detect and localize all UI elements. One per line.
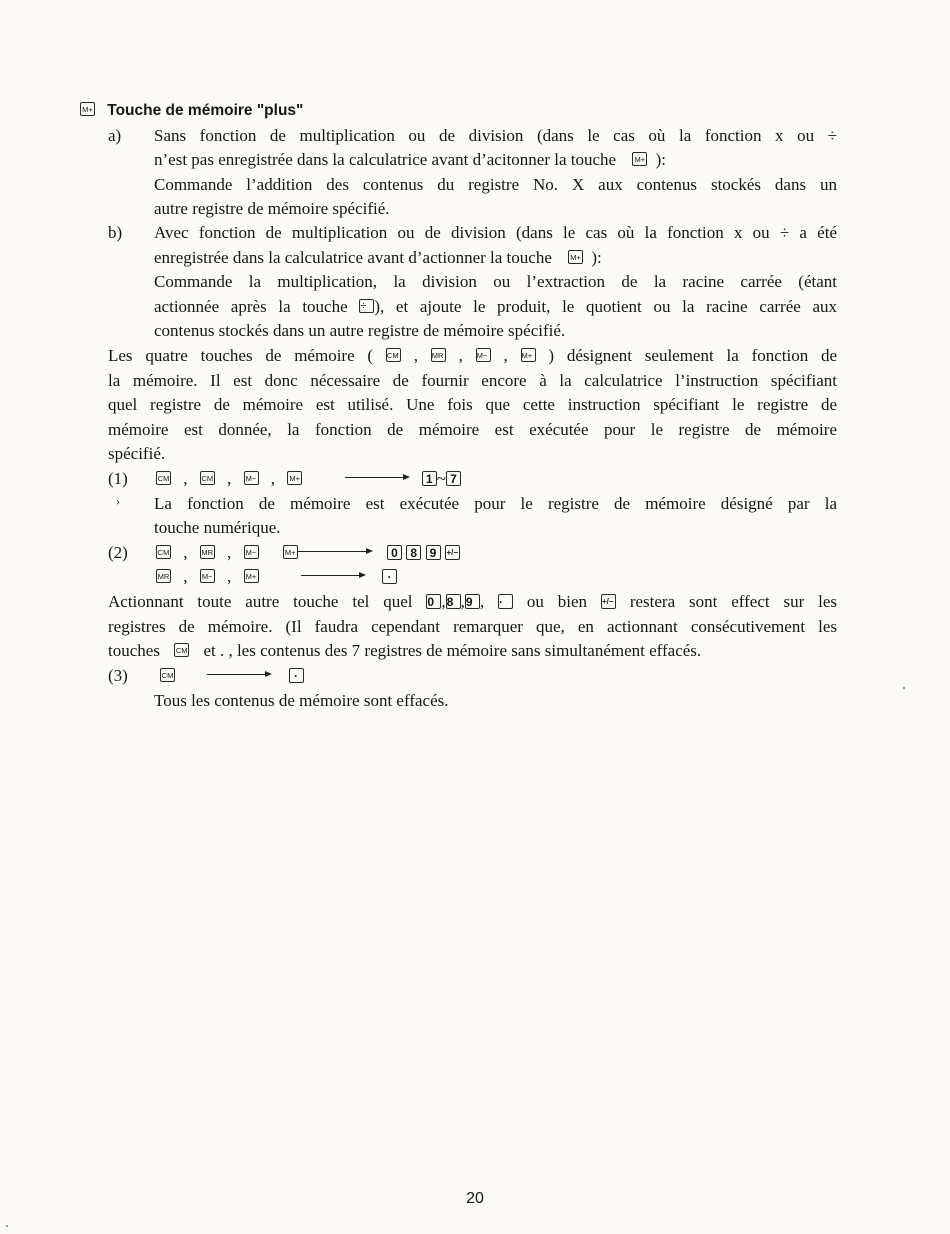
item3-keys <box>160 666 304 686</box>
separator: , <box>227 543 232 562</box>
arrow-right-icon <box>345 473 410 483</box>
para2-line1-rest: restera sont effect sur les <box>629 592 838 611</box>
separator: , <box>183 543 188 562</box>
item-a-line1: Sans fonction de multiplication ou de division (dans le cas où la fonction x ou ÷ <box>154 126 837 145</box>
para2-line1-mid: ou bien <box>526 592 588 611</box>
decimal-point-key-icon: · <box>498 594 513 609</box>
digit-9-key-icon: 9 <box>426 545 441 560</box>
section-heading <box>80 100 303 121</box>
item1-marker: (1) <box>108 469 128 488</box>
digit-7-key-icon: 7 <box>446 471 461 486</box>
digit-8-key-icon: 8 <box>446 594 461 609</box>
cm-key-icon: CM <box>156 545 171 559</box>
m-plus-key-icon: M+ <box>80 102 95 116</box>
para2-line1-text: Actionnant toute autre touche tel quel <box>108 592 413 611</box>
m-minus-key-icon: M− <box>200 569 215 583</box>
item-b-line4-rest: ), et ajoute le produit, le quotient ou la racine carrée aux <box>374 297 838 316</box>
item-a-line3: Commande l’addition des contenus du registre No. X aux contenus stockés dans un <box>154 175 837 194</box>
para1-line5: spécifié. <box>108 444 166 463</box>
separator: , <box>227 469 232 488</box>
para1-line3: quel registre de mémoire est utilisé. Une fois que cette instruction spécifiant le registre de <box>108 395 837 414</box>
separator: , <box>227 567 232 586</box>
scan-speck <box>6 1225 8 1227</box>
item2-row2 <box>156 567 397 587</box>
item-b-line2-text: enregistrée dans la calculatrice avant d’actionner la touche <box>154 248 552 267</box>
item-b-line1: Avec fonction de multiplication ou de division (dans le cas où la fonction x ou ÷ a été <box>154 223 837 242</box>
item-b-line4 <box>154 297 837 317</box>
item3-note: Tous les contenus de mémoire sont effacés. <box>154 691 449 710</box>
digit-0-key-icon: 0 <box>387 545 402 560</box>
item-b-line2-close: ): <box>591 248 602 267</box>
decimal-point-key-icon: · <box>289 668 304 683</box>
para2-line2: registres de mémoire. (Il faudra cependant remarquer que, en actionnant consécutivement les <box>108 617 837 636</box>
item-b-marker: b) <box>108 223 123 242</box>
para1-line1-rest: ) désignent seulement la fonction de <box>548 346 838 365</box>
note-mark: › <box>116 494 120 508</box>
item2-marker: (2) <box>108 543 128 562</box>
separator: , <box>460 592 465 611</box>
page-number: 20 <box>466 1190 484 1207</box>
item1-keys <box>156 469 461 489</box>
digit-9-key-icon: 9 <box>465 594 480 609</box>
cm-key-icon: CM <box>174 643 189 657</box>
item-a-line4: autre registre de mémoire spécifié. <box>154 199 390 218</box>
item-a-line2 <box>154 150 666 170</box>
item-a-marker: a) <box>108 126 122 145</box>
item-a-line2-close: ): <box>655 150 666 169</box>
mr-key-icon: MR <box>200 545 215 559</box>
separator: , <box>270 469 275 488</box>
para2-line1 <box>108 592 837 612</box>
decimal-point-key-icon: · <box>382 569 397 584</box>
cm-key-icon: CM <box>160 668 175 682</box>
arrow-right-icon <box>298 547 373 557</box>
item-a-line2-text: n’est pas enregistrée dans la calculatrice avant d’acitonner la touche <box>154 150 617 169</box>
m-minus-key-icon: M− <box>244 471 259 485</box>
para2-line3 <box>108 641 701 661</box>
mr-key-icon: MR <box>156 569 171 583</box>
item1-note-line1: La fonction de mémoire est exécutée pour le registre de mémoire désigné par la <box>154 494 837 513</box>
item2-row1 <box>156 543 460 563</box>
section-title: Touche de mémoire "plus" <box>107 102 304 119</box>
separator: , <box>413 346 418 365</box>
cm-key-icon: CM <box>156 471 171 485</box>
m-plus-key-icon: M+ <box>632 152 647 166</box>
m-minus-key-icon: M− <box>244 545 259 559</box>
m-plus-key-icon: M+ <box>568 250 583 264</box>
para2-line3-rest: et . , les contenus des 7 registres de mémoire sans simultanément effacés. <box>203 641 702 660</box>
m-plus-key-icon: M+ <box>521 348 536 362</box>
para2-line3-text: touches <box>108 641 160 660</box>
separator: , <box>441 592 446 611</box>
item3-marker: (3) <box>108 666 128 685</box>
para1-line1-text: Les quatre touches de mémoire ( <box>108 346 374 365</box>
digit-0-key-icon: 0 <box>426 594 441 609</box>
separator: , <box>503 346 508 365</box>
digit-8-key-icon: 8 <box>406 545 421 560</box>
para1-line1 <box>108 346 837 366</box>
para1-line4: mémoire est donnée, la fonction de mémoire est exécutée pour le registre de mémoire <box>108 420 837 439</box>
digit-1-key-icon: 1 <box>422 471 437 486</box>
scan-speck <box>903 687 905 689</box>
m-plus-key-icon: M+ <box>283 545 298 559</box>
divide-key-icon: ÷ <box>359 299 374 313</box>
item-b-line4-text: actionnée après la touche <box>154 297 348 316</box>
separator: , <box>479 592 485 611</box>
m-plus-key-icon: M+ <box>287 471 302 485</box>
separator: , <box>183 469 188 488</box>
item1-note-line2: touche numérique. <box>154 518 281 537</box>
separator: , <box>183 567 188 586</box>
item-b-line2 <box>154 248 602 268</box>
item-b-line3: Commande la multiplication, la division ou l’extraction de la racine carrée (étant <box>154 272 837 291</box>
cm-key-icon: CM <box>386 348 401 362</box>
sign-change-key-icon: +/− <box>601 594 616 609</box>
m-minus-key-icon: M− <box>476 348 491 362</box>
arrow-right-icon <box>301 571 366 581</box>
range-tilde: ~ <box>436 469 446 488</box>
para1-line2: la mémoire. Il est donc nécessaire de fournir encore à la calculatrice l’instruction spécifiant <box>108 371 837 390</box>
item-b-line5: contenus stockés dans un autre registre de mémoire spécifié. <box>154 321 566 340</box>
arrow-right-icon <box>207 670 272 680</box>
separator: , <box>458 346 463 365</box>
cm-key-icon: CM <box>200 471 215 485</box>
mr-key-icon: MR <box>431 348 446 362</box>
m-plus-key-icon: M+ <box>244 569 259 583</box>
sign-change-key-icon: +/− <box>445 545 460 560</box>
